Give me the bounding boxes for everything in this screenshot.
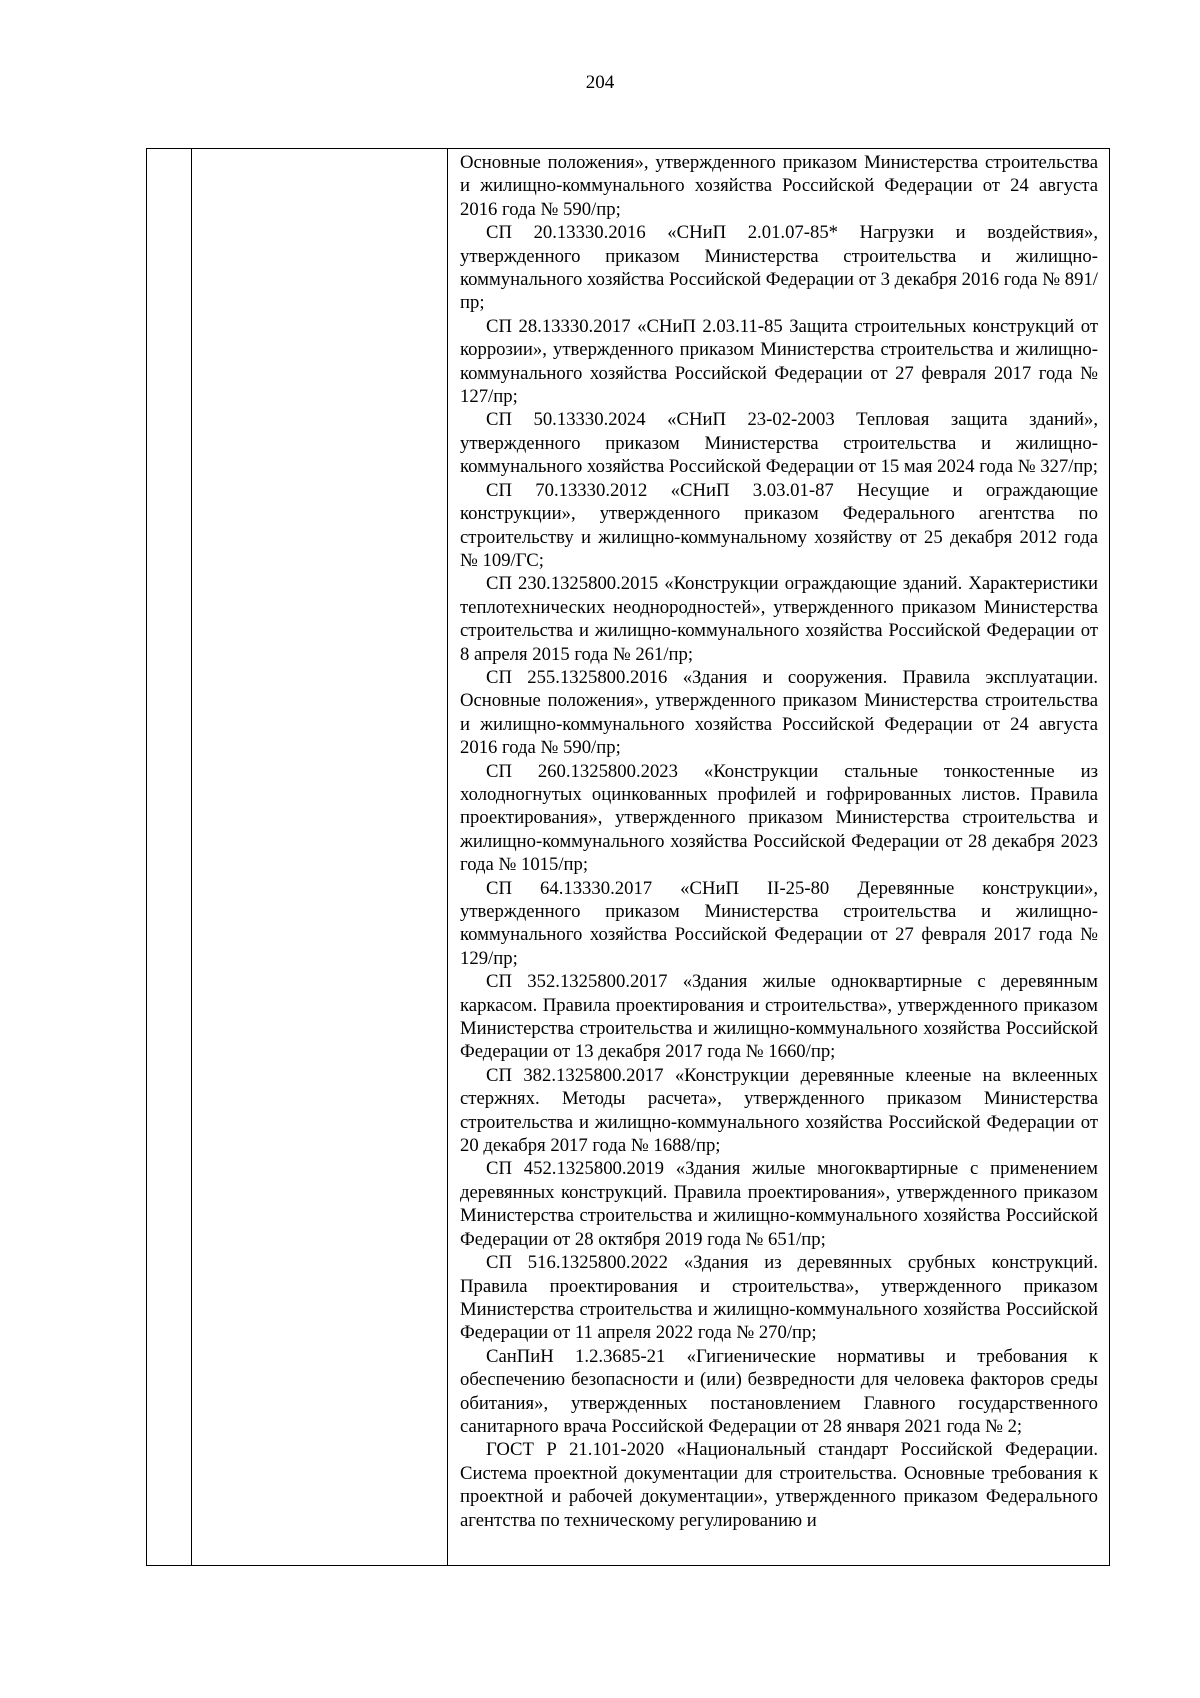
name-column-cell — [192, 149, 448, 1566]
paragraph: СП 20.13330.2016 «СНиП 2.01.07-85* Нагрузки и воздействия», утвержденного приказом Министерства строительства и жилищно-коммунального хозяйства Российской Федерации от 3 декабря 2016 года № 891/пр; — [460, 222, 1098, 314]
number-column-cell — [147, 149, 192, 1566]
paragraph: СП 50.13330.2024 «СНиП 23-02-2003 Тепловая защита зданий», утвержденного приказом Министерства строительства и жилищно-коммунального хозяйства Российской Федерации от 15 мая 2024 года № 327/пр; — [460, 409, 1098, 478]
text-column-cell — [448, 149, 1110, 1566]
paragraph: СП 516.1325800.2022 «Здания из деревянных срубных конструкций. Правила проектирования и строительства», утвержденного приказом Министерства строительства и жилищно-коммунального хозяйства Российской Федерации от 11 апреля 2022 года № 270/пр; — [460, 1252, 1098, 1344]
page-number: 204 — [585, 72, 615, 93]
table-row — [147, 149, 1110, 1566]
paragraph: СП 64.13330.2017 «СНиП II-25-80 Деревянные конструкции», утвержденного приказом Министерства строительства и жилищно-коммунального хозяйства Российской Федерации от 27 февраля 2017 года № 129/пр; — [460, 877, 1098, 969]
paragraph: ГОСТ Р 21.101-2020 «Национальный стандарт Российской Федерации. Система проектной документации для строительства. Основные требования к проектной и рабочей документации», утвержденного приказом Федерального агентства по техническому регулированию и — [460, 1439, 1098, 1531]
paragraph: СП 70.13330.2012 «СНиП 3.03.01-87 Несущие и ограждающие конструкции», утвержденного приказом Федерального агентства по строительству и жилищно-коммунальному хозяйству от 25 декабря 2012 года № 109/ГС; — [460, 479, 1098, 571]
paragraph: СП 352.1325800.2017 «Здания жилые одноквартирные с деревянным каркасом. Правила проектирования и строительства», утвержденного приказом Министерства строительства и жилищно-коммунального хозяйства Российской Федерации от 13 декабря 2017 года № 1660/пр; — [460, 971, 1098, 1063]
paragraph: СП 28.13330.2017 «СНиП 2.03.11-85 Защита строительных конструкций от коррозии», утвержденного приказом Министерства строительства и жилищно-коммунального хозяйства Российской Федерации от 27 февраля 2017 года № 127/пр; — [460, 315, 1098, 408]
paragraph: СанПиН 1.2.3685-21 «Гигиенические нормативы и требования к обеспечению безопасности и (или) безвредности для человека факторов среды обитания», утвержденных постановлением Главного государственного санитарного врача Российской Федерации от 28 января 2021 года № 2; — [460, 1345, 1098, 1437]
paragraph: СП 382.1325800.2017 «Конструкции деревянные клееные на вклеенных стержнях. Методы расчета», утвержденного приказом Министерства строительства и жилищно-коммунального хозяйства Российской Федерации от 20 декабря 2017 года № 1688/пр; — [460, 1064, 1098, 1157]
paragraph: Основные положения», утвержденного приказом Министерства строительства и жилищно-коммунального хозяйства Российской Федерации от 24 августа 2016 года № 590/пр; — [460, 152, 1098, 220]
paragraph: СП 260.1325800.2023 «Конструкции стальные тонкостенные из холодногнутых оцинкованных профилей и гофрированных листов. Правила проектирования», утвержденного приказом Министерства строительства и жилищно-коммунального хозяйства Российской Федерации от 28 декабря 2023 года № 1015/пр; — [460, 760, 1098, 876]
paragraph: СП 452.1325800.2019 «Здания жилые многоквартирные с применением деревянных конструкций. Правила проектирования», утвержденного приказом Министерства строительства и жилищно-коммунального хозяйства Российской Федерации от 28 октября 2019 года № 651/пр; — [460, 1158, 1098, 1250]
paragraph: СП 230.1325800.2015 «Конструкции ограждающие зданий. Характеристики теплотехнических неоднородностей», утвержденного приказом Министерства строительства и жилищно-коммунального хозяйства Российской Федерации от 8 апреля 2015 года № 261/пр; — [460, 573, 1098, 665]
document-table — [146, 148, 1110, 1566]
paragraph: СП 255.1325800.2016 «Здания и сооружения. Правила эксплуатации. Основные положения», утвержденного приказом Министерства строительства и жилищно-коммунального хозяйства Российской Федерации от 24 августа 2016 года № 590/пр; — [460, 666, 1098, 759]
